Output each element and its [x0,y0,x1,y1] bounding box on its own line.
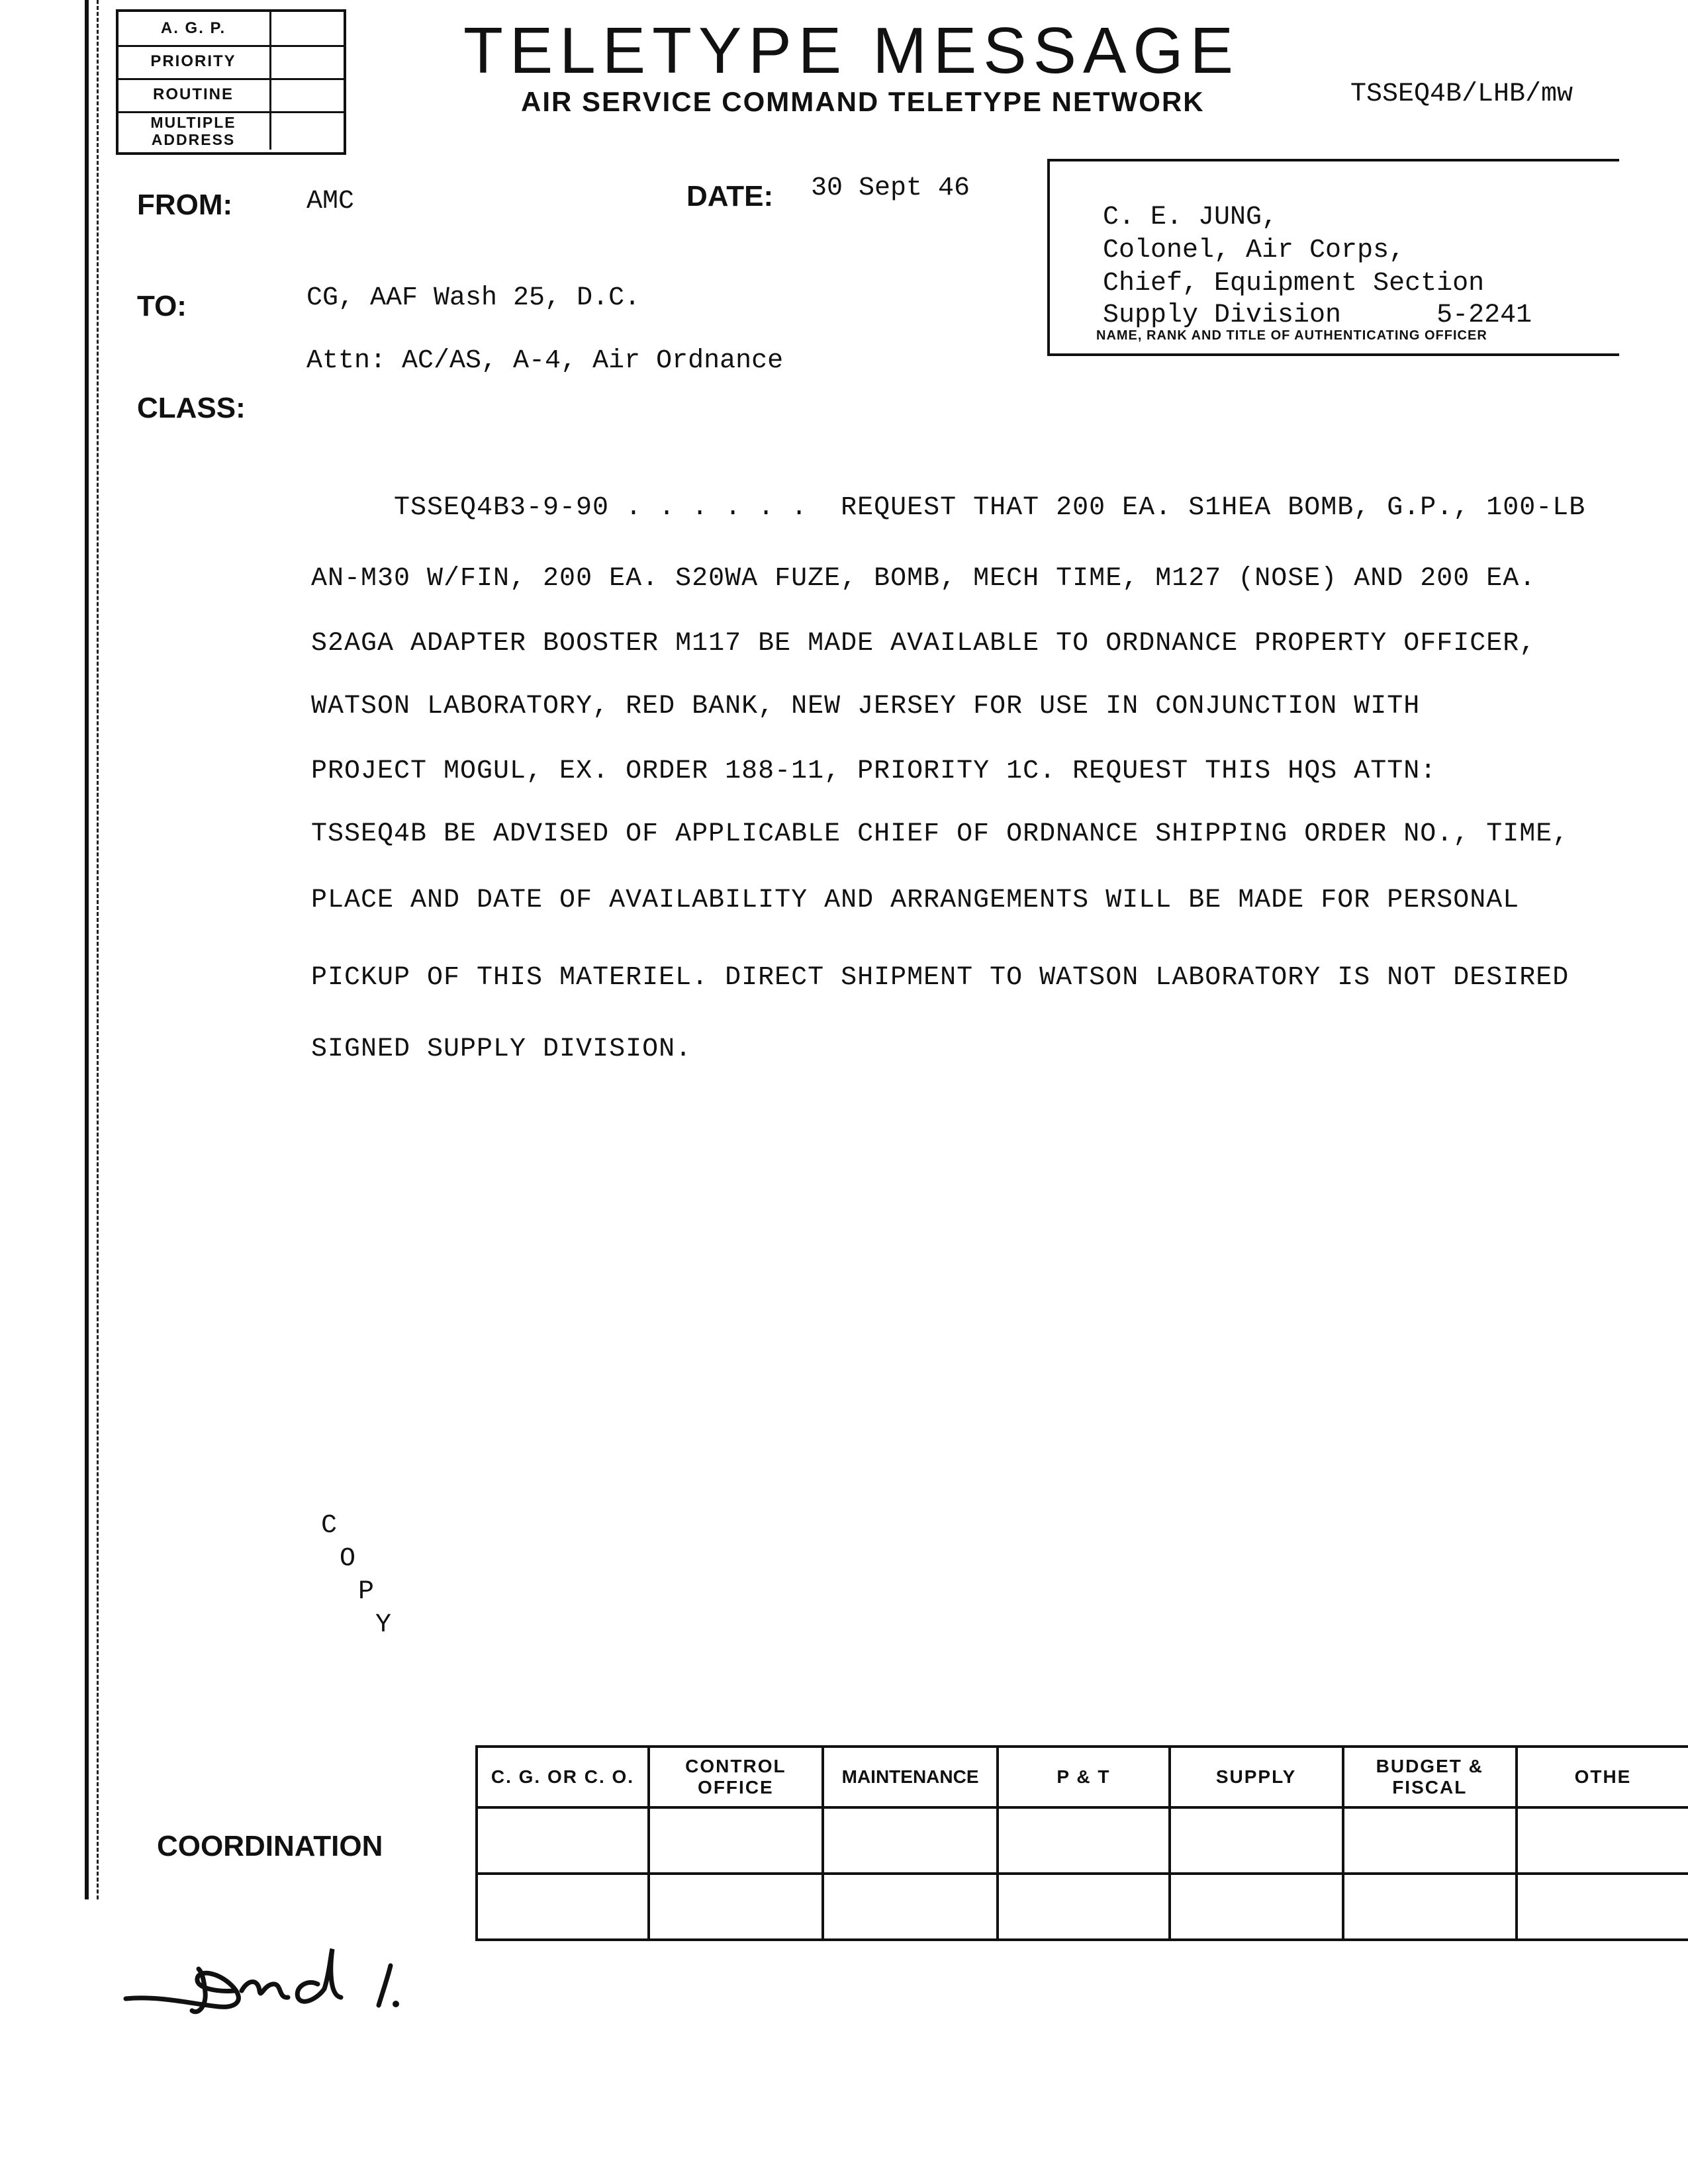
col-budget-fiscal: BUDGET & FISCAL [1343,1747,1517,1807]
coord-cell [649,1807,823,1874]
coord-cell [649,1874,823,1940]
copy-letter-o: O [340,1544,356,1574]
coord-cell [1343,1807,1517,1874]
col-control-office: CONTROL OFFICE [649,1747,823,1807]
message-line-1: TSSEQ4B3-9-90 . . . . . . REQUEST THAT 200 EA. S1HEA BOMB, G.P., 100-LB [394,493,1586,523]
coordination-table [475,1745,1688,1941]
coord-cell [823,1807,998,1874]
attn-value: Attn: AC/AS, A-4, Air Ordnance [306,346,784,376]
coord-cell [1343,1874,1517,1940]
handwriting-incl-1 [119,1933,424,2038]
from-value: AMC [306,187,355,216]
officer-rank: Colonel, Air Corps, [1103,236,1405,265]
to-value: CG, AAF Wash 25, D.C. [306,283,641,313]
priority-row-priority: PRIORITY [118,45,344,80]
copy-letter-p: P [358,1577,375,1607]
coord-cell [1517,1807,1688,1874]
class-label: CLASS: [137,392,246,424]
priority-box [116,9,346,155]
form-title: TELETYPE MESSAGE [463,14,1240,87]
date-label: DATE: [686,180,774,212]
message-line-3: S2AGA ADAPTER BOOSTER M117 BE MADE AVAILABLE TO ORDNANCE PROPERTY OFFICER, [311,629,1536,659]
priority-row-multiple-address: MULTIPLE ADDRESS [118,111,344,150]
col-maintenance: MAINTENANCE [823,1747,998,1807]
coord-cell [477,1874,649,1940]
message-line-7: PLACE AND DATE OF AVAILABILITY AND ARRANGEMENTS WILL BE MADE FOR PERSONAL [311,886,1520,915]
binding-edge [85,0,99,1899]
reference-code: TSSEQ4B/LHB/mw [1350,79,1573,109]
coordination-label: COORDINATION [157,1830,383,1862]
copy-letter-c: C [321,1511,338,1541]
col-other: OTHE [1517,1747,1688,1807]
date-value: 30 Sept 46 [811,173,970,203]
to-label: TO: [137,290,187,322]
col-cg-or-co: C. G. OR C. O. [477,1747,649,1807]
message-line-5: PROJECT MOGUL, EX. ORDER 188-11, PRIORITY 1C. REQUEST THIS HQS ATTN: [311,756,1437,786]
coord-cell [1170,1874,1343,1940]
coord-cell [477,1807,649,1874]
authenticating-officer-box [1047,159,1619,356]
officer-caption: NAME, RANK AND TITLE OF AUTHENTICATING OFFICER [1096,328,1487,343]
copy-letter-y: Y [375,1610,392,1640]
officer-name: C. E. JUNG, [1103,203,1278,232]
coord-cell [823,1874,998,1940]
message-line-4: WATSON LABORATORY, RED BANK, NEW JERSEY FOR USE IN CONJUNCTION WITH [311,692,1421,721]
col-supply: SUPPLY [1170,1747,1343,1807]
coord-cell [1517,1874,1688,1940]
priority-row-agp: A. G. P. [118,12,344,47]
priority-row-routine: ROUTINE [118,78,344,113]
officer-division: Supply Division 5-2241 [1103,300,1532,330]
message-line-9: SIGNED SUPPLY DIVISION. [311,1034,692,1064]
coord-cell [998,1807,1169,1874]
message-line-2: AN-M30 W/FIN, 200 EA. S20WA FUZE, BOMB, MECH TIME, M127 (NOSE) AND 200 EA. [311,564,1536,594]
message-line-8: PICKUP OF THIS MATERIEL. DIRECT SHIPMENT TO WATSON LABORATORY IS NOT DESIRED [311,963,1570,993]
coord-cell [998,1874,1169,1940]
form-subtitle: AIR SERVICE COMMAND TELETYPE NETWORK [521,86,1205,117]
coord-cell [1170,1807,1343,1874]
from-label: FROM: [137,189,233,221]
handwritten-inclosure-note [119,1933,424,2042]
officer-title: Chief, Equipment Section [1103,269,1485,298]
col-p-and-t: P & T [998,1747,1169,1807]
message-line-6: TSSEQ4B BE ADVISED OF APPLICABLE CHIEF OF ORDNANCE SHIPPING ORDER NO., TIME, [311,819,1570,849]
